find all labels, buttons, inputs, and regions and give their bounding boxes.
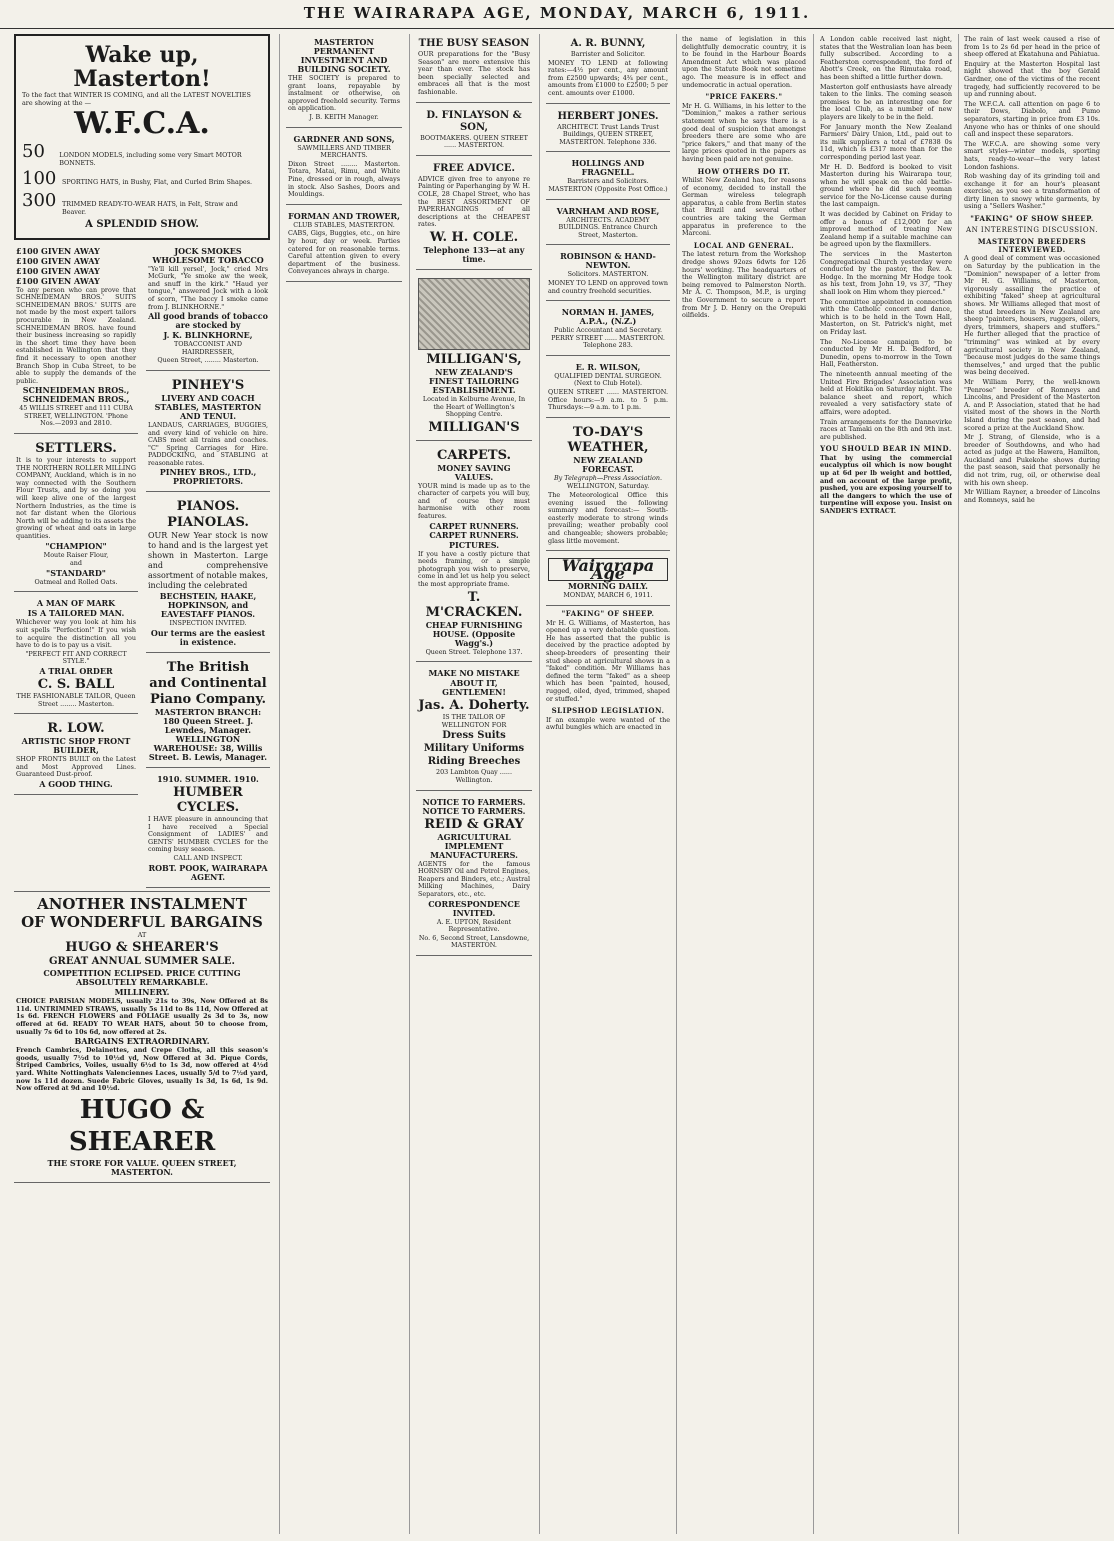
pianos-advert: [146, 495, 270, 653]
show-sheep-heading: "FAKING" OF SHOW SHEEP.: [970, 214, 1094, 224]
others-heading: HOW OTHERS DO IT.: [697, 166, 791, 176]
gardner-heading: GARDNER AND SONS,: [293, 133, 395, 144]
low-firm: R. LOW.: [47, 721, 105, 737]
bunny-body: MONEY TO LEND at following rates:—4½ per cent., any amount from £2500 upwards; 4¾ per cent., amounts from £1000 to £2500; 5 per cent. amounts over £1000.: [548, 58, 668, 97]
wake-row-text: SPORTING HATS, in Bushy, Flat, and Curled Brim Shapes.: [62, 178, 253, 187]
ball-advert: [14, 595, 138, 714]
free-advice-heading: FREE ADVICE.: [433, 162, 515, 174]
column-rule: [279, 34, 280, 1534]
hollings-heading: HOLLINGS AND FRAGNELL.: [571, 158, 645, 178]
settlers-heading: SETTLERS.: [35, 441, 117, 457]
james-heading: NORMAN H. JAMES, A.P.A., (N.Z.): [561, 307, 655, 327]
split-block: [14, 243, 270, 891]
man-of-mark: A MAN OF MARK: [36, 598, 116, 609]
ball-tagline: "PERFECT FIT AND CORRECT STYLE.": [25, 649, 127, 666]
weather-heading: TO-DAY'S WEATHER,: [567, 424, 649, 455]
cycles-advert: [146, 771, 270, 888]
reid-body: AGENTS for the famous HORNSBY Oil and Petrol Engines, Reapers and Binders, etc.; Austral Milking Machines, Dairy Separators, etc., etc.: [418, 859, 530, 898]
wake-intro: To the fact that WINTER IS COMING, and all the LATEST NOVELTIES are showing at the —: [22, 91, 251, 107]
wake-row-text: TRIMMED READY-TO-WEAR HATS, in Felt, Straw and Beaver.: [62, 200, 238, 216]
milligans-advert: [416, 273, 532, 441]
others-body: Whilst New Zealand has, for reasons of economy, decided to install the German wireless telegraph apparatus, a cable from Berlin states that Brazil and several other countries are taking the German apparatus in preference to the Marconi.: [682, 176, 806, 238]
age-masthead: [546, 554, 670, 606]
british-line-3: Piano Company.: [149, 692, 267, 708]
hugo-shearer-advert: [14, 891, 270, 1183]
ball-description: THE FASHIONABLE TAILOR, Queen Street ........ Masterton.: [16, 691, 136, 708]
robinson-body: MONEY TO LEND on approved town and country freehold securities.: [548, 278, 668, 295]
slipshod-heading: SLIPSHOD LEGISLATION.: [551, 706, 665, 716]
gardner-advert: [286, 131, 402, 205]
james-advert: [546, 304, 670, 356]
news-item: Train arrangements for the Dannevirke races at Tamaki on the 8th and 9th inst. are published.: [820, 417, 952, 441]
riding-breeches: Riding Breeches: [427, 756, 521, 768]
bear-heading: YOU SHOULD BEAR IN MIND.: [820, 444, 952, 454]
pinhey-foot: PINHEY BROS., LTD., PROPRIETORS.: [159, 467, 257, 487]
faking-article: [546, 610, 670, 732]
varnham-heading: VARNHAM AND ROSE,: [556, 205, 660, 216]
milligans-body: Located in Kelburne Avenue, In the Heart of Wellington's Shopping Centre.: [422, 394, 526, 419]
permanent-advert: [286, 34, 402, 128]
splendid-show: A SPLENDID SHOW.: [85, 218, 199, 230]
column-3: [416, 34, 532, 1534]
dress-suits: Dress Suits: [442, 730, 506, 742]
rayner-body: Mr William Rayner, a breeder of Lincolns and Romneys, said he: [964, 488, 1100, 504]
jock-advert: [146, 243, 270, 371]
wake-row-number: 100: [22, 168, 57, 190]
column-5: [682, 34, 806, 1534]
bunny-sub: Barrister and Solicitor.: [570, 50, 646, 58]
legislation-body: the name of legislation in this delightfully democratic country, it is to be found in the Harbour Boards Amendment Act which was placed upon the Statute Book not sometime ago. The measure is in effect and undemocratic in actual operation.: [682, 35, 806, 89]
news-item: The services in the Masterton Congregational Church yesterday were conducted by the pastor, the Rev. A. Hodge. In the morning Mr Hodge took as his text, from John 19, vs 37, "They shall look on Him whom they pierced.": [820, 250, 952, 296]
wake-row-number: 300: [22, 190, 57, 212]
wilson-advert: [546, 359, 670, 418]
pianos-makes: BECHSTEIN, HAAKE, HOPKINSON, and EAVESTAFF PIANOS.: [159, 591, 257, 620]
varnham-advert: [546, 203, 670, 246]
weather-place: WELLINGTON, Saturday.: [566, 482, 650, 491]
cycles-signature: ROBT. POOK, WAIRARAPA AGENT.: [148, 862, 268, 882]
wilson-sub: QUALIFIED DENTAL SURGEON. (Next to Club Hotel).: [554, 371, 662, 388]
age-sub: MORNING DAILY.: [568, 581, 648, 592]
finlayson-sub: BOOTMAKERS. QUEEN STREET ...... MASTERTON.: [420, 133, 528, 150]
ball-body: Whichever way you look at him his suit spells "Perfection!" If you wish to acquire the distinction all you have to do is to pay us a visit.: [16, 618, 136, 650]
carpets-advert: [416, 444, 532, 663]
show-sheep-body: A good deal of comment was occasioned on Saturday by the publication in the "Dominion" newspaper of a letter from Mr H. G. Williams, of Masterton, vigorously assailing the practice of exhibiting "faked" sheep at agricultural shows. Mr Williams alleged that most of the stud breeders in New Zealand are sheep "painters, housers, ruggers, oilers, dyers, trimmers, shapers and stuffers." He further alleged that the practice of "trimming" was winked at by every agricultural society in New Zealand, "because most judges do the same things themselves," and urged that the public was being deceived.: [964, 254, 1100, 377]
news-item: For January month the New Zealand Farmers' Dairy Union, Ltd., paid out to its milk suppliers a total of £7838 0s 11d, which is £317 more than for the corresponding period last year.: [820, 122, 952, 161]
perry-body: Mr William Perry, the well-known "Penrose" breeder of Romneys and Lincolns, and President of the Masterton A. and P. Association, stated that he had visited most of the shows in the North Island during the past season, and had scored a prize at the Auckland Show.: [964, 377, 1100, 432]
column-4: [546, 34, 670, 1534]
faking-heading: "FAKING" OF SHEEP.: [561, 608, 655, 618]
forman-sub: CLUB STABLES, MASTERTON.: [293, 220, 395, 229]
give-away-line: £100 GIVEN AWAY: [16, 275, 100, 286]
low-description: ARTISTIC SHOP FRONT BUILDER,: [21, 736, 131, 756]
strang-body: Mr J. Strang, of Glenside, who is a breeder of Southdowns, and who had acted as judge at the Hawera, Hamilton, Auckland and Pukekohe shows during the past season, said that personally he did not trim, rug, oil, or otherwise deal with his own sheep.: [964, 433, 1100, 487]
weather-body: The Meteorological Office this evening issued the following summary and forecast:— South-easterly moderate to strong winds prevailing; weather probably cool and changeable; showers probable; glass little movement.: [548, 491, 668, 545]
jock-body: "Ye'll kill yersel', Jock," cried Mrs McGurk, "Ye smoke aw the week, and snuff in the kirk." "Haud yer tongue," answered Jock with a look of scorn, "The baccy I smoke came from J. BLINKHORNE.": [148, 264, 268, 311]
doherty-body: IS THE TAILOR OF WELLINGTON FOR: [441, 713, 507, 729]
wilson-body: QUEEN STREET ...... MASTERTON. Office hours:—9 a.m. to 5 p.m. Thursdays:—9 a.m. to 1 p.m.: [548, 388, 668, 412]
column-rule: [676, 34, 677, 1534]
pianos-inspect: INSPECTION INVITED.: [169, 619, 247, 628]
news-item: The nineteenth annual meeting of the United Fire Brigades' Association was held at Hokitika on Saturday night. The balance sheet and report, which revealed a very satisfactory state of affairs, were adopted.: [820, 369, 952, 416]
give-away-line: £100 GIVEN AWAY: [16, 265, 100, 276]
schneideman-advert: [14, 243, 138, 435]
british-branch: MASTERTON BRANCH: 180 Queen Street. J. Lewndes, Manager. WELLINGTON WAREHOUSE: 38, Willis Street. B. Lewis, Manager.: [148, 707, 268, 763]
news-item: The W.F.C.A. are showing some very smart styles—winter models, sporting hats, ready-to-wear—the very latest London fashions.: [964, 139, 1100, 171]
milligans-illustration: [418, 278, 530, 350]
bear-body: That by using the commercial eucalyptus oil which is now bought up at 6d per lb weight and bottled, and on account of the large profit, pushed, you are exposing yourself to all the dangers to which the use of turpentine will expose you. Insist on SANDER'S EXTRACT.: [820, 453, 952, 516]
cole-telephone: Telephone 133—at any time.: [423, 244, 525, 264]
news-item: The rain of last week caused a rise of from 1s to 2s 6d per head in the price of sheep offered at Ekatahuna and Pahiatua.: [964, 35, 1100, 59]
wake-row: [22, 169, 262, 189]
busy-season-advert: [416, 34, 532, 103]
show-sheep-sub-2: MASTERTON BREEDERS INTERVIEWED.: [977, 237, 1087, 254]
free-advice-body: ADVICE given free to anyone re Painting or Paperhanging by W. H. COLE, 28 Chapel Street, who has the BEST ASSORTMENT OF PAPERHANGINGS of all descriptions at the CHEAPEST rates.: [418, 174, 530, 229]
brand: "CHAMPION": [45, 540, 107, 551]
gardner-sub: SAWMILLERS AND TIMBER MERCHANTS.: [297, 143, 391, 160]
milligans-sub: NEW ZEALAND'S FINEST TAILORING ESTABLISHMENT.: [429, 366, 519, 395]
robinson-advert: [546, 248, 670, 301]
upton-name: A. E. UPTON, Resident Representative.: [436, 917, 512, 934]
carpets-heading: CARPETS.: [436, 447, 512, 463]
give-away-line: £100 GIVEN AWAY: [16, 245, 100, 256]
tailored-man: IS A TAILORED MAN.: [27, 608, 125, 619]
news-item: The W.F.C.A. call attention on page 6 to their Dows, Diabolo, and Pumo separators, starting in price from £3 10s. Anyone who has or thinks of one should call and inspect these separators.: [964, 99, 1100, 139]
blinkhorne-name: J. K. BLINKHORNE,: [163, 330, 253, 341]
notice-farmers: NOTICE TO FARMERS. NOTICE TO FARMERS.: [422, 796, 526, 816]
hugo-arcade: BARGAINS EXTRAORDINARY.: [74, 1036, 210, 1047]
hugo-sub: COMPETITION ECLIPSED. PRICE CUTTING ABSOLUTELY REMARKABLE.: [43, 968, 241, 988]
robinson-sub: Solicitors. MASTERTON.: [567, 270, 649, 279]
carpets-sub: MONEY SAVING VALUES.: [437, 462, 511, 482]
reid-heading: REID & GRAY: [424, 816, 524, 832]
column-1: [14, 34, 270, 1534]
finlayson-advert: [416, 106, 532, 156]
british-piano-advert: [146, 656, 270, 768]
jock-foot: All good brands of tobacco are stocked by: [148, 311, 268, 331]
doherty-advert: [416, 665, 532, 790]
reid-sub: AGRICULTURAL IMPLEMENT MANUFACTURERS.: [430, 831, 518, 860]
hugo-title-2: OF WONDERFUL BARGAINS: [21, 912, 263, 931]
trial-order: A TRIAL ORDER: [39, 665, 113, 676]
column-rule: [958, 34, 959, 1534]
pinhey-body: LANDAUS, CARRIAGES, BUGGIES, and every kind of vehicle on hire. CABS meet all trains and coaches. "C" Spring Carriages for Hire. PADDOCKING, and STABLING at reasonable rates.: [148, 420, 268, 467]
age-title: Wairarapa Age: [548, 558, 668, 581]
wake-row: [22, 142, 262, 167]
column-rule: [813, 34, 814, 1534]
forman-advert: [286, 208, 402, 282]
brand: "STANDARD": [46, 567, 106, 578]
hollings-sub: Barristers and Solicitors. MASTERTON (Opposite Post Office.): [548, 177, 668, 193]
column-7: [964, 34, 1100, 1534]
low-body: SHOP FRONTS BUILT on the Latest and Most Approved Lines. Guaranteed Dust-proof.: [16, 755, 136, 779]
cycles-heading: HUMBER CYCLES.: [173, 785, 243, 816]
hugo-big: HUGO & SHEARER: [68, 1094, 216, 1157]
wfca-advert: [14, 34, 270, 240]
busy-body: OUR preparations for the "Busy Season" are more extensive this year than ever. The stock has been specially selected and embraces all that is the most fashionable.: [418, 50, 530, 96]
forman-heading: FORMAN AND TROWER,: [288, 210, 400, 221]
show-sheep-sub: AN INTERESTING DISCUSSION.: [966, 225, 1098, 234]
schneideman-address: 45 WILLIS STREET and 111 CUBA STREET, WELLINGTON. 'Phone Nos.—2093 and 2810.: [19, 404, 133, 428]
british-line-1: The British: [166, 660, 250, 676]
news-item: Mr H. D. Bedford is booked to visit Masterton during his Wairarapa tour, when he will speak on the old battle-ground where he did such yeoman service for the No-License cause during the last campaign.: [820, 162, 952, 209]
james-sub: Public Accountant and Secretary. PERRY STREET ...... MASTERTON. Telephone 283.: [551, 326, 665, 350]
schneideman-firm: SCHNEIDEMAN BROS., SCHNEIDEMAN BROS.,: [22, 385, 130, 405]
hugo-foot: THE STORE FOR VALUE. QUEEN STREET, MASTERTON.: [47, 1157, 237, 1177]
mistake-1: MAKE NO MISTAKE: [428, 668, 520, 679]
bunny-advert: [546, 34, 670, 104]
fakers-body: Mr H. G. Williams, in his letter to the "Dominion," makes a rather serious statement when he says there is a good deal of suspicion that amongst breeders there are some who are "price fakers," and that many of the large prices quoted in the papers as having been paid are not genuine.: [682, 101, 806, 163]
milligans-heading: MILLIGAN'S,: [426, 351, 522, 367]
brand: Moute Raiser Flour,: [43, 550, 109, 559]
pianolas-heading: PIANOLAS.: [167, 515, 249, 531]
hugo-sale: GREAT ANNUAL SUMMER SALE.: [49, 956, 235, 968]
column-6: [820, 34, 952, 1534]
wfca-name: W.F.C.A.: [74, 106, 210, 142]
right-half: [146, 243, 270, 891]
varnham-sub: ARCHITECTS. ACADEMY BUILDINGS. Entrance Church Street, Masterton.: [558, 215, 658, 239]
weather-article: [546, 421, 670, 551]
pinhey-sub: LIVERY AND COACH STABLES, MASTERTON AND TENUI.: [154, 392, 262, 421]
reid-correspondence: CORRESPONDENCE INVITED.: [428, 898, 520, 918]
pianos-terms: Our terms are the easiest in existence.: [150, 628, 266, 648]
robinson-heading: ROBINSON & HAND-NEWTON.: [560, 251, 656, 271]
forman-body: CABS, Gigs, Buggies, etc., on hire by hour, day or week. Parties catered for on reasonable terms. Careful attention given to every department of the business. Conveyances always in charge.: [288, 229, 400, 276]
faking-body: Mr H. G. Williams, of Masterton, has opened up a very debatable question. He has asserted that the public is deceived by the practice adopted by sheep-breeders of presenting their stud sheep at agricultural shows in a "faked" condition. Mr Williams has defined the term "faked" as a sheep which has been "painted, housed, rugged, oiled, dyed, trimmed, shaped or stuffed.": [546, 618, 670, 703]
jones-advert: [546, 107, 670, 153]
hugo-at: AT: [137, 930, 147, 939]
pictures-body: If you have a costly picture that needs framing, or a simple photograph you wish to preserve, come in and let us help you select the most appropriate frame.: [418, 549, 530, 589]
column-rule: [539, 34, 540, 1534]
gardner-body: Dixon Street ........ Masterton. Totara, Matai, Rimu, and White Pine, dressed or in rough, always in stock. Also Sashes, Doors and Mouldings.: [288, 159, 400, 199]
news-item: Masterton golf enthusiasts have already taken to the links. The coming season promises to be an interesting one for the local Club, as a number of new players are likely to be in the field.: [820, 82, 952, 121]
local-body: The latest return from the Workshop dredge shows 92ozs 6dwts for 126 hours' working. The headquarters of the Wellington military district are being removed to Palmerston North. Mr A. C. Thompson, M.P., is urging the Government to secure a report from Mr J. D. Henry on the Orepuki oilfields.: [682, 250, 806, 320]
hugo-title-1: ANOTHER INSTALMENT: [37, 894, 247, 913]
news-item: The No-License campaign to be conducted by Mr H. D. Bedford, of Dunedin, opens to-morrow in the Town Hall, Featherston.: [820, 337, 952, 369]
local-heading: LOCAL AND GENERAL.: [693, 240, 795, 250]
news-item: A London cable received last night, states that the Westralian loan has been fully subscribed. According to a Featherston correspondent, the ford of Abott's Creek, on the Rimutaka road, has been shifted a little further down.: [820, 35, 952, 81]
column-2: [286, 34, 402, 1534]
mccracken-address: Queen Street. Telephone 137.: [425, 647, 523, 656]
doherty-heading: Jas. A. Doherty.: [418, 698, 530, 714]
jock-heading: JOCK SMOKES WHOLESOME TOBACCO: [152, 245, 264, 265]
low-advert: [14, 717, 138, 795]
cycles-year: 1910. SUMMER. 1910.: [157, 774, 259, 785]
pictures-heading: PICTURES.: [448, 539, 500, 550]
british-line-2: and Continental: [149, 676, 267, 692]
cole-heading: W. H. COLE.: [429, 229, 519, 245]
carpet-runners: CARPET RUNNERS. CARPET RUNNERS.: [429, 520, 519, 540]
news-item: Rob washing day of its grinding toil and exchange it for an hour's pleasant exercise, as you see a transformation of dirty linen to snowy white garments, by using a "Sellers Washer.": [964, 172, 1100, 211]
upton-address: No. 6, Second Street, Lansdowne, MASTERTON.: [418, 933, 530, 950]
give-away-line: £100 GIVEN AWAY: [16, 255, 100, 266]
mistake-2: ABOUT IT, GENTLEMEN!: [442, 678, 506, 698]
wilson-heading: E. R. WILSON,: [575, 361, 641, 372]
brand: and: [69, 559, 83, 568]
weather-by: By Telegraph—Press Association.: [553, 473, 663, 482]
carpets-body: YOUR mind is made up as to the character of carpets you will buy, and of course they must harmonise with other room features.: [418, 481, 530, 521]
hugo-millinery-body: CHOICE PARISIAN MODELS, usually 21s to 39s, Now Offered at 8s 11d. UNTRIMMED STRAWS, usually 5s 11d to 8s 11d, Now Offered at 1s 6d. FRENCH FLOWERS and FOLIAGE usually 2s 3d to 3s, now offered at 6d. READY TO WEAR HATS, about 50 to choose from, usually 7s 6d to 10s 6d, now offered at 2s.: [16, 997, 268, 1036]
jones-sub: ARCHITECT. Trust Lands Trust Buildings, QUEEN STREET, MASTERTON. Telephone 336.: [557, 122, 659, 146]
blinkhorne-address: Queen Street, ........ Masterton.: [157, 356, 259, 365]
military-uniforms: Military Uniforms: [423, 743, 525, 755]
bunny-heading: A. R. BUNNY,: [570, 38, 646, 49]
left-half: [14, 243, 138, 891]
cycles-call: CALL AND INSPECT.: [173, 854, 243, 863]
reid-gray-advert: [416, 794, 532, 956]
news-item: The committee appointed in connection with the Catholic concert and dance, which is to be held in the Town Hall, Masterton, on St. Patrick's night, met on Friday last.: [820, 297, 952, 336]
free-advice-advert: [416, 159, 532, 270]
jones-heading: HERBERT JONES.: [557, 110, 659, 122]
hollings-advert: [546, 155, 670, 199]
permanent-body: THE SOCIETY is prepared to grant loans, repayable by instalment or otherwise, on approved freehold security. Terms on application.: [288, 74, 400, 113]
fakers-heading: "PRICE FAKERS.": [705, 92, 783, 102]
weather-sub: NEW ZEALAND FORECAST.: [573, 454, 643, 474]
mccracken-sub: CHEAP FURNISHING HOUSE. (Opposite Wagg's.): [425, 619, 523, 648]
schneideman-body: To any person who can prove that SCHNEIDEMAN BROS.' SUITS SCHNEIDEMAN BROS.' SUITS are not made by the most expert tailors procurable in New Zealand. SCHNEIDEMAN BROS. have found their business increasing so rapidly in the short time they have been established in Wellington that they find it necessary to open another Branch Shop in Cuba Street, to be able to supply the demands of the public.: [16, 285, 136, 385]
blinkhorne-sub: TOBACCONIST AND HAIRDRESSER,: [174, 340, 242, 356]
slipshod-body: If an example were wanted of the awful bungles which are enacted in: [546, 715, 670, 732]
hugo-firm: HUGO & SHEARER'S: [65, 940, 219, 956]
settlers-body: It is to your interests to support THE NORTHERN ROLLER MILLING COMPANY, Auckland, which is in no way connected with the Southern Flour Trusts, and by so doing you will keep alive one of the largest Northern Industries, as the time is not far distant when the Glorious North will be adding to its assets the growing of wheat and oats in large quantities.: [16, 456, 136, 540]
brand: Oatmeal and Rolled Oats.: [34, 577, 118, 586]
ball-firm: C. S. BALL: [37, 676, 115, 692]
pinhey-advert: [146, 374, 270, 493]
wake-row: [22, 191, 262, 216]
hugo-arcade-body: French Cambrics, Delainettes, and Crepe Cloths, all this season's goods, usually 7½d to 10½d yd, Now Offered at 3d. Pique Cords, Striped Cambrics, Voiles, usually 6½d to 1s 3d, now offered at 4½d yard. White Nottinghats Valenciennes Laces, usually 5/d to 7½d yard, now 1s 11d dozen. Suede Fabric Gloves, usually 1s 3d, 1s 6d, 1s 9d. Now offered at 9d and 10½d.: [16, 1046, 268, 1093]
pinhey-heading: PINHEY'S: [171, 377, 245, 393]
mccracken-heading: T. M'CRACKEN.: [425, 589, 523, 620]
pianos-body: OUR New Year stock is now to hand and is the largest yet shown in Masterton. Large and comprehensive assortment of notable makes, including the celebrated: [148, 531, 268, 591]
doherty-address: 203 Lambton Quay ...... Wellington.: [436, 768, 512, 784]
news-item: Enquiry at the Masterton Hospital last night showed that the boy Gerald Gardner, one of the victims of the recent tragedy, had sufficiently recovered to be up and running about.: [964, 59, 1100, 99]
settlers-advert: [14, 437, 138, 592]
age-date: MONDAY, MARCH 6, 1911.: [563, 591, 653, 600]
wake-row-number: 50: [22, 141, 45, 163]
busy-heading: THE BUSY SEASON: [418, 38, 530, 49]
wake-row-text: LONDON MODELS, including some very Smart MOTOR BONNETS.: [59, 151, 242, 167]
finlayson-heading: D. FINLAYSON & SON,: [426, 109, 522, 133]
pianos-heading: PIANOS.: [176, 499, 240, 515]
wake-up-heading: Wake up, Masterton!: [73, 42, 211, 92]
masthead: THE WAIRARAPA AGE, MONDAY, MARCH 6, 1911.: [0, 4, 1114, 29]
permanent-signature: J. B. KEITH Manager.: [309, 112, 379, 121]
permanent-heading: MASTERTON PERMANENT INVESTMENT AND BUILDING SOCIETY.: [297, 37, 391, 74]
column-rule: [409, 34, 410, 1534]
news-item: It was decided by Cabinet on Friday to offer a bonus of £12,000 for an improved method of treating New Zealand hemp if a suitable machine can be agreed upon by the flaxmillers.: [820, 210, 952, 249]
milligans-heading-2: MILLIGAN'S: [428, 419, 520, 435]
low-close: A GOOD THING.: [39, 778, 113, 789]
hugo-millinery: MILLINERY.: [114, 987, 170, 998]
cycles-body: I HAVE pleasure in announcing that I have received a Special Consignment of LADIES' and GENTS' HUMBER CYCLES for the coming busy season.: [148, 815, 268, 854]
